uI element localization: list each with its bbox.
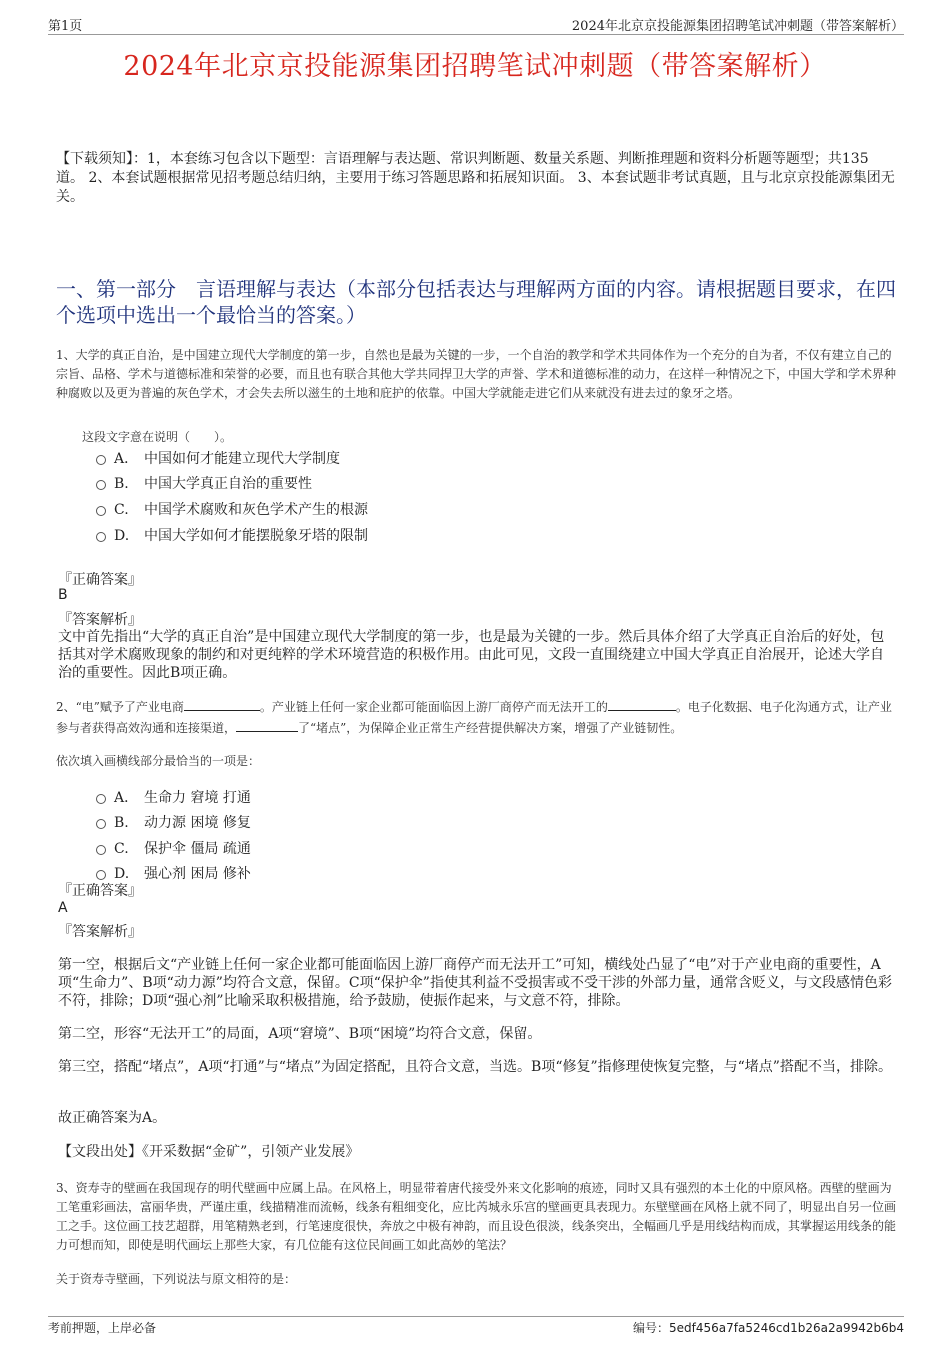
radio-icon[interactable] bbox=[96, 480, 106, 490]
q1-answer-label: 『正确答案』 bbox=[58, 572, 142, 588]
q2-answer-label: 『正确答案』 bbox=[58, 883, 142, 899]
q2-option-c[interactable]: C. 保护伞 僵局 疏通 bbox=[96, 839, 251, 859]
radio-icon[interactable] bbox=[96, 794, 106, 804]
q1-prompt: 这段文字意在说明（ ）。 bbox=[82, 430, 233, 444]
page-number: 第1页 bbox=[48, 19, 83, 34]
q1-option-b[interactable]: B. 中国大学真正自治的重要性 bbox=[96, 474, 312, 494]
q2-option-a[interactable]: A． 生命力 窘境 打通 bbox=[96, 788, 251, 808]
fill-blank-3[interactable] bbox=[236, 719, 298, 732]
q1-option-d[interactable]: D. 中国大学如何才能摆脱象牙塔的限制 bbox=[96, 526, 368, 546]
page-header bbox=[48, 14, 904, 35]
radio-icon[interactable] bbox=[96, 819, 106, 829]
q1-option-a[interactable]: A． 中国如何才能建立现代大学制度 bbox=[96, 449, 340, 469]
radio-icon[interactable] bbox=[96, 455, 106, 465]
q2-answer: A bbox=[58, 900, 68, 916]
q2-analysis-blank-3: 第三空，搭配“堵点”，A项“打通”与“堵点”为固定搭配，且符合文意，当选。B项“修复”指修理使恢复完整，与“堵点”搭配不当，排除。 bbox=[58, 1059, 892, 1075]
q2-source: 【文段出处】《开采数据“金矿”，引领产业发展》 bbox=[58, 1144, 360, 1160]
section-heading: 一、第一部分 言语理解与表达（本部分包括表达与理解两方面的内容。请根据题目要求，在四个选项中选出一个最恰当的答案。） bbox=[56, 277, 896, 327]
footer-code: 编号：5edf456a7fa5246cd1b26a2a9942b6b4 bbox=[632, 1321, 904, 1335]
footer-slogan: 考前押题，上岸必备 bbox=[48, 1321, 157, 1335]
q2-option-d[interactable]: D. 强心剂 困局 修补 bbox=[96, 864, 251, 884]
q1-option-c[interactable]: C. 中国学术腐败和灰色学术产生的根源 bbox=[96, 500, 368, 520]
q2-stem: 2、“电”赋予了产业电商 。产业链上任何一家企业都可能面临因上游厂商停产而无法开工的 。电子化数据、电子化沟通方式，让产业参与者获得高效沟通和连接渠道， 了“堵点”，为保障企业正常生产经营提供解决方案，增强了产业链韧性。 bbox=[56, 700, 892, 735]
q2-conclusion: 故正确答案为A。 bbox=[58, 1110, 167, 1126]
page-footer bbox=[48, 1316, 904, 1335]
q1-stem: 1、大学的真正自治，是中国建立现代大学制度的第一步，自然也是最为关键的一步，一个自治的教学和学术共同体作为一个充分的自为者，不仅有建立自己的宗旨、品格、学术与道德标准和荣誉的必要，而且也有联合其他大学共同捍卫大学的声誉、学术和道德标准的动力，在这样一种情况之下，中国大学和学术界种种腐败以及更为普遍的灰色学术，才会失去所以滋生的土地和庇护的依靠。中国大学就能走进它们从来就没有进去过的象牙之塔。 bbox=[56, 348, 897, 400]
q2-option-b[interactable]: B. 动力源 困境 修复 bbox=[96, 813, 251, 833]
q3-prompt: 关于资寿寺壁画，下列说法与原文相符的是： bbox=[56, 1272, 297, 1286]
radio-icon[interactable] bbox=[96, 532, 106, 542]
radio-icon[interactable] bbox=[96, 870, 106, 880]
q2-analysis-blank-1: 第一空，根据后文“产业链上任何一家企业都可能面临因上游厂商停产而无法开工”可知，横线处凸显了“电”对于产业电商的重要性，A项“生命力”、B项“动力源”均符合文意，保留。C项“保护伞”指使其利益不受损害或不受干涉的外部力量，通常含贬义，与文段感情色彩不符，排除；D项“强心剂”比喻采取积极措施，给予鼓励，使振作起来，与文意不符，排除。 bbox=[58, 957, 892, 1009]
fill-blank-2[interactable] bbox=[608, 698, 676, 711]
document-title: 2024年北京京投能源集团招聘笔试冲刺题（带答案解析） bbox=[123, 51, 827, 82]
q1-analysis-label: 『答案解析』 bbox=[58, 612, 142, 628]
q2-analysis-label: 『答案解析』 bbox=[58, 924, 142, 940]
fill-blank-1[interactable] bbox=[184, 698, 260, 711]
q1-analysis: 文中首先指出“大学的真正自治”是中国建立现代大学制度的第一步，也是最为关键的一步。然后具体介绍了大学真正自治后的好处，包括其对学术腐败现象的制约和对更纯粹的学术环境营造的积极作用。由此可见，文段一直围绕建立中国大学真正自治展开，论述大学自治的重要性。因此B项正确。 bbox=[58, 629, 885, 681]
q1-answer: B bbox=[58, 587, 68, 603]
radio-icon[interactable] bbox=[96, 506, 106, 516]
q2-analysis-blank-2: 第二空，形容“无法开工”的局面，A项“窘境”、B项“困境”均符合文意，保留。 bbox=[58, 1026, 542, 1042]
header-doc-title: 2024年北京京投能源集团招聘笔试冲刺题（带答案解析） bbox=[571, 19, 904, 34]
q3-stem: 3、资寿寺的壁画在我国现存的明代壁画中应属上品。在风格上，明显带着唐代接受外来文化影响的痕迹，同时又具有强烈的本土化的中原风格。西壁的壁画为工笔重彩画法，富丽华贵，严谨庄重，线描精准而流畅，线条有粗细变化，应比芮城永乐宫的壁画更具表现力。东壁壁画在风格上就不同了，明显出自另一位画工之手。这位画工技艺超群，用笔精熟老到，行笔速度很快，奔放之中极有神韵，而且设色很淡，线条突出，全幅画几乎是用线结构而成，其掌握运用线条的能力可想而知，即使是明代画坛上那些大家，有几位能有这位民间画工如此高妙的笔法？ bbox=[56, 1181, 897, 1252]
q2-prompt: 依次填入画横线部分最恰当的一项是： bbox=[56, 754, 261, 768]
radio-icon[interactable] bbox=[96, 845, 106, 855]
download-notice: 【下载须知】：1，本套练习包含以下题型：言语理解与表达题、常识判断题、数量关系题、判断推理题和资料分析题等题型；共135道。 2、本套试题根据常见招考题总结归纳，主要用于练习答题思路和拓展知识面。 3、本套试题非考试真题，且与北京京投能源集团无关。 bbox=[56, 151, 895, 205]
